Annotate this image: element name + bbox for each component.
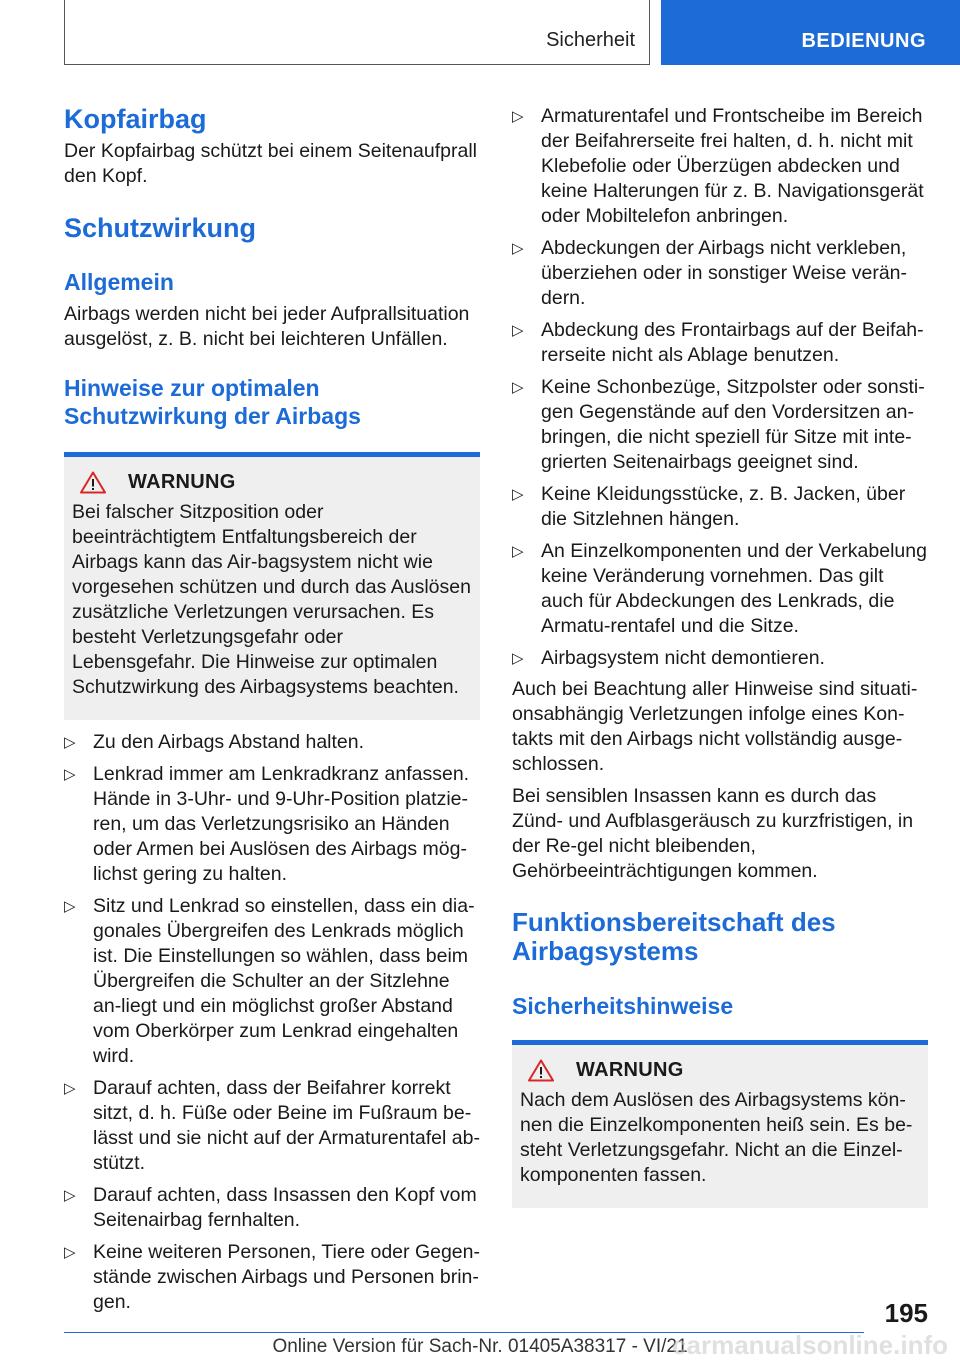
list-item: ▷ Keine Schonbezüge, Sitzpolster oder sonsti-gen Gegenstände auf den Vordersitzen an-bringen, die nicht speziell für Sitze mit inte-grierten Seitenairbags geeignet sind.: [512, 376, 925, 473]
list-item: ▷ Airbagsystem nicht demontieren.: [512, 647, 825, 669]
list-item: ▷ Armaturentafel und Frontscheibe im Bereich der Beifahrerseite frei halten, d. h. nicht mit Klebefolie oder Überzügen abdecken und keine Halterungen für z. B. Navigationsgerät oder Mobiltelefon anbringen.: [512, 105, 924, 227]
bullet-arrow-icon: ▷: [512, 322, 524, 339]
list-item: ▷ Abdeckung des Frontairbags auf der Beifah-rerseite nicht als Ablage benutzen.: [512, 319, 924, 366]
heading-hinweise: Hinweise zur optimalen Schutzwirkung der Airbags: [64, 375, 361, 429]
warning-triangle-icon: [80, 471, 106, 494]
warning-text: Nach dem Auslösen des Airbagsystems kön-nen die Einzelkomponenten heiß sein. Es be-steht Verletzungsgefahr. Nicht an die Einzel-komponenten fassen.: [520, 1089, 913, 1186]
bullet-arrow-icon: ▷: [512, 108, 524, 125]
heading-funktionsbereitschaft: Funktionsbereitschaft des Airbagsystems: [512, 907, 836, 966]
list-item: ▷ Darauf achten, dass Insassen den Kopf vom Seitenairbag fernhalten.: [64, 1184, 477, 1231]
bullet-arrow-icon: ▷: [64, 734, 76, 751]
warning-label: WARNUNG: [576, 1059, 684, 1081]
list-item: ▷ Zu den Airbags Abstand halten.: [64, 731, 365, 753]
right-bullet-list: [512, 104, 928, 671]
paragraph-beachtung: Auch bei Beachtung aller Hinweise sind situati-onsabhängig Verletzungen infolge eines Kon-takts mit den Airbags nicht vollständig ausge-schlossen.: [512, 678, 918, 775]
warning-label: WARNUNG: [128, 471, 236, 493]
header-chapter-box: [661, 0, 960, 65]
bullet-arrow-icon: ▷: [512, 650, 524, 667]
warning-box-left: [64, 452, 480, 720]
heading-sicherheitshinweise: Sicherheitshinweise: [512, 993, 734, 1019]
paragraph-kopfairbag: Der Kopfairbag schützt bei einem Seitenaufprall den Kopf.: [64, 140, 477, 187]
heading-kopfairbag: Kopfairbag: [64, 104, 207, 134]
list-item: ▷ An Einzelkomponenten und der Verkabelung keine Veränderung vornehmen. Das gilt auch für Abdeckungen des Lenkrads, die Armatu-rentafel und die Sitze.: [512, 540, 927, 637]
list-item: ▷ Lenkrad immer am Lenkradkranz anfassen. Hände in 3-Uhr- und 9-Uhr-Position platzie-ren, um das Verletzungsrisiko an Händen oder Armen bei Auslösen des Airbags mög-lichst gering zu halten.: [64, 763, 470, 885]
heading-schutzwirkung: Schutzwirkung: [64, 213, 257, 243]
warning-triangle-icon: [528, 1059, 554, 1082]
warning-header: [80, 471, 472, 494]
right-column: [512, 104, 928, 1208]
bullet-arrow-icon: ▷: [64, 1244, 76, 1261]
warning-text: Bei falscher Sitzposition oder beeinträchtigtem Entfaltungsbereich der Airbags kann das Air-bagsystem nicht wie vorgesehen schützen und durch das Auslösen zusätzliche Verletzungen verursachen. Es besteht Verletzungsgefahr oder Lebensgefahr. Die Hinweise zur optimalen Schutzwirkung des Airbagsystems beachten.: [72, 501, 471, 698]
paragraph-allgemein: Airbags werden nicht bei jeder Aufprallsituation ausgelöst, z. B. nicht bei leichteren Unfällen.: [64, 303, 470, 350]
left-bullet-list: [64, 730, 480, 1315]
header-chapter-label: BEDIENUNG: [801, 30, 926, 52]
left-column: [64, 100, 480, 1322]
bullet-arrow-icon: ▷: [512, 379, 524, 396]
list-item: ▷ Darauf achten, dass der Beifahrer korrekt sitzt, d. h. Füße oder Beine im Fußraum be-lässt und sie nicht auf der Armaturentafel ab-stützt.: [64, 1077, 480, 1174]
watermark: carmanualsonline.info: [672, 1330, 948, 1360]
warning-box-right: [512, 1040, 928, 1208]
footer-version-line: Online Version für Sach-Nr. 01405A38317 - VI/21: [272, 1336, 688, 1357]
page-number: 195: [884, 1298, 928, 1328]
bullet-arrow-icon: ▷: [512, 240, 524, 257]
bullet-arrow-icon: ▷: [512, 543, 524, 560]
list-item: ▷ Keine weiteren Personen, Tiere oder Gegen-stände zwischen Airbags und Personen brin-gen.: [64, 1241, 480, 1313]
header-section-box: [64, 0, 650, 65]
bullet-arrow-icon: ▷: [64, 766, 76, 783]
list-item: ▷ Sitz und Lenkrad so einstellen, dass ein dia-gonales Übergreifen des Lenkrads möglich ist. Die Einstellungen so wählen, dass beim Übergreifen die Schulter an der Sitzlehne an-liegt und ein möglichst großer Abstand vom Oberkörper zum Lenkrad eingehalten wird.: [64, 895, 475, 1067]
list-item: ▷ Keine Kleidungsstücke, z. B. Jacken, über die Sitzlehnen hängen.: [512, 483, 906, 530]
paragraph-insassen: Bei sensiblen Insassen kann es durch das Zünd- und Aufblasgeräusch zu kurzfristigen, in der Re-gel nicht bleibenden, Gehörbeeinträchtigungen kommen.: [512, 785, 914, 882]
header-section-label: Sicherheit: [546, 29, 635, 51]
bullet-arrow-icon: ▷: [512, 486, 524, 503]
list-item: ▷ Abdeckungen der Airbags nicht verkleben, überziehen oder in sonstiger Weise verän-dern.: [512, 237, 908, 309]
bullet-arrow-icon: ▷: [64, 1080, 76, 1097]
bullet-arrow-icon: ▷: [64, 898, 76, 915]
heading-allgemein: Allgemein: [64, 269, 174, 295]
bullet-arrow-icon: ▷: [64, 1187, 76, 1204]
warning-header: [528, 1059, 920, 1082]
